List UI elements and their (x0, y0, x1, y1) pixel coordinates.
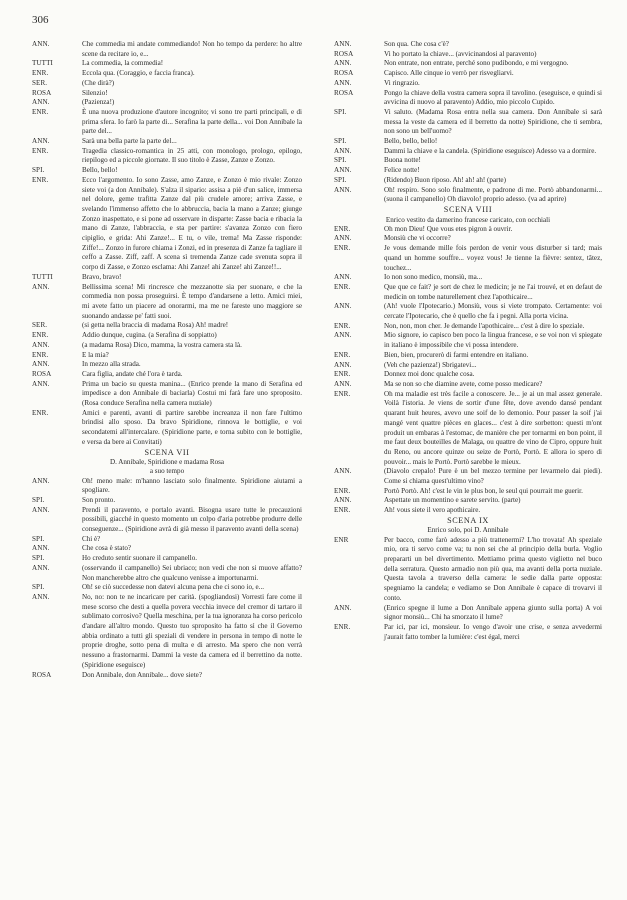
scene-heading (32, 448, 302, 477)
speaker-name: ANN. (32, 563, 50, 572)
dialogue-line (32, 40, 302, 59)
scene-cast-note: a suo tempo (149, 467, 185, 476)
dialogue-line (334, 147, 602, 157)
scene-cast: D. Annibale, Spiridione e madama Rosa (109, 458, 225, 467)
dialogue-text: Vi ringrazio. (384, 78, 420, 87)
speaker-name: ENR. (334, 506, 351, 515)
dialogue-line (334, 390, 602, 468)
dialogue-line (334, 506, 602, 516)
dialogue-text: Son pronto. (82, 495, 116, 504)
dialogue-line (334, 370, 602, 380)
dialogue-text: Bellissima scena! Mi rincresce che mezzanotte sia per suonare, e che la commedia non possa proseguirsi. È tempo d'andarsene a letto. Amici miei, mi avete fatto un piacere ad onorarmi, ma me ne fareste uno maggiore se suonando andasse pe' fatti suoi. (82, 282, 302, 320)
dialogue-line (32, 535, 302, 545)
dialogue-text: Dammi la chiave e la candela. (Spiridione eseguisce) Adesso va a dormire. (384, 146, 597, 155)
speaker-name: ENR. (334, 282, 351, 291)
dialogue-text: Silenzio! (82, 88, 108, 97)
speaker-name: ENR. (32, 350, 49, 359)
speaker-name: ANN. (334, 59, 352, 68)
dialogue-text: Oh! se ciò succedesse non datevi alcuna pena che ci sono io, e... (82, 583, 265, 592)
speaker-name: ANN. (32, 40, 50, 48)
dialogue-text: E la mia? (82, 350, 109, 359)
speaker-name: ROSA (32, 88, 52, 97)
speaker-name: ANN. (334, 185, 352, 194)
speaker-name: SER. (32, 321, 48, 330)
dialogue-text: Bello, bello! (82, 166, 118, 175)
speaker-name: ENR. (32, 331, 49, 340)
dialogue-text: No, no: non te ne incaricare per carità. (spogliandosi) Vorresti fare come il mese scorso che desti a quella povera vecchia invece del cremor di tartaro il sublimato corrosivo? Quella meschina, per la tua ignoranza ha corso pericolo d'andare all'altro mondo. Questo tuo sproposito ha fatto sì che il Governo abbia ordinato a tutti gli speziali di vendere in persona in tempo di notte le proprie droghe, sotto pena di multa e di arresto. Ma spero che non verrà nessuno a frastornarmi. Dammi la veste da camera ed il berrettino da notte. (Spiridione eseguisce) (82, 592, 302, 669)
dialogue-line (32, 360, 302, 370)
dialogue-text: Non entrate, non entrate, perché sono pudibondo, e mi vergogno. (384, 59, 569, 68)
speaker-name: ROSA (334, 49, 354, 58)
speaker-name: SPI. (32, 534, 45, 543)
left-column (32, 40, 302, 680)
dialogue-text: Prima un bacio su questa manina... (Enrico prende la mano di Serafina ed impedisce a don Annibale di baciarla) Costui mi farà fare uno sproposito. (Rosa conduce Serafina nella camera nuziale) (82, 379, 302, 408)
dialogue-text: Io non sono medico, monsiù, ma... (384, 273, 483, 282)
speaker-name: ANN. (32, 360, 50, 369)
dialogue-line (334, 156, 602, 166)
dialogue-text: (Enrico spegne il lume a Don Annibale appena giunto sulla porta) A voi signor monsiù... Chi ha smorzato il lume? (384, 603, 602, 622)
dialogue-line (334, 322, 602, 332)
dialogue-line (334, 380, 602, 390)
dialogue-line (32, 370, 302, 380)
speaker-name: ENR. (334, 350, 351, 359)
page-number: 306 (32, 14, 49, 26)
speaker-name: SPI. (32, 495, 45, 504)
dialogue-line (334, 487, 602, 497)
speaker-name: ENR. (334, 224, 351, 233)
dialogue-line (334, 361, 602, 371)
dialogue-line (334, 244, 602, 273)
dialogue-text: Prendi il paravento, e portalo avanti. Bisogna usare tutte le precauzioni possibili, giacché in questo momento un colpo d'aria potrebbe produrre delle conseguenze... (Spiridione avrà di già messo il paravento avanti della scena) (82, 505, 302, 534)
dialogue-line (32, 583, 302, 593)
speaker-name: TUTTI (32, 272, 53, 281)
dialogue-text: Portò Portò. Ah! c'est le vin le plus bon, le seul qui pourrait me guerir. (384, 486, 583, 495)
speaker-name: ENR. (334, 486, 351, 495)
speaker-name: ENR. (334, 370, 351, 379)
dialogue-line (32, 477, 302, 496)
speaker-name: ANN. (334, 496, 352, 505)
dialogue-text: Oh! meno male: m'hanno lasciato solo finalmente. Spiridione aiutami a spogliare. (82, 476, 302, 495)
dialogue-text: (a madama Rosa) Dico, mamma, la vostra camera sta là. (82, 340, 242, 349)
scene-title: SCENA VII (144, 447, 190, 457)
dialogue-line (32, 409, 302, 448)
dialogue-line (32, 89, 302, 99)
speaker-name: ANN. (334, 467, 352, 476)
dialogue-line (32, 176, 302, 273)
dialogue-text: Ah! vous siete il vero apothicaire. (384, 506, 481, 515)
speaker-name: ANN. (334, 360, 352, 369)
speaker-name: SPI. (32, 583, 45, 592)
dialogue-text: (Ah! vuole l'Ipotecario.) Monsiù, vous si viete trompato. Certamente: voi cercate l'Ipotecario, che è quello che fa i pegni. Alla porta vicina. (384, 302, 602, 321)
dialogue-text: Felice notte! (384, 166, 420, 175)
dialogue-line (32, 273, 302, 283)
dialogue-line (334, 50, 602, 60)
scene-title: SCENA IX (447, 515, 489, 525)
dialogue-text: (Ridendo) Buon riposo. Ah! ah! ah! (parte) (384, 175, 506, 184)
dialogue-line (334, 496, 602, 506)
dialogue-text: (Pazienza!) (82, 98, 115, 107)
dialogue-line (334, 186, 602, 205)
dialogue-line (334, 89, 602, 108)
dialogue-text: (osservando il campanello) Sei ubriaco; non vedi che non si muove affatto? Non mancherebbe altro che qualcuno venisse a importunarmi. (82, 563, 302, 582)
dialogue-text: Je vous demande mille fois perdon de venir vous disturber si tard; mais quand un homme souffre... voyez vous! Je tienne la fièvre: sentez, tâtez, touchez... (384, 244, 602, 272)
dialogue-line (334, 283, 602, 302)
dialogue-text: Que que ce fait? je sort de chez le medicin; je ne l'ai trouvé, et en defaut de medicin on tombe naturellement chez l'apothicaire... (384, 282, 602, 301)
dialogue-line (334, 176, 602, 186)
dialogue-line (334, 40, 602, 50)
speaker-name: ENR. (334, 321, 351, 330)
dialogue-text: Oh mon Dieu! Que vous etes pigron à ouvrir. (384, 224, 513, 233)
speaker-name: SPI. (334, 156, 347, 165)
right-column (334, 40, 602, 642)
dialogue-line (32, 147, 302, 166)
speaker-name: ANN. (334, 78, 352, 87)
dialogue-line (32, 283, 302, 322)
dialogue-text: La commedia, la commedia! (82, 59, 164, 68)
dialogue-line (32, 564, 302, 583)
dialogue-line (32, 380, 302, 409)
dialogue-text: Bravo, bravo! (82, 272, 122, 281)
speaker-name: ENR (334, 535, 349, 544)
speaker-name: ENR. (334, 244, 351, 253)
dialogue-text: È una nuova produzione d'autore incognito; vi sono tre parti principali, e di prima sfera. Io farò la parte di... Serafina la parte della... voi Don Annibale la parte del... (82, 107, 302, 136)
dialogue-text: Oh ma maladie est très facile a conoscere. Je... je ai un mal assez generale. Voilà l'istoria. Je viens de sortir d'une fête, dove avendo dansé pendant quarant huit heures, avevo une soif de lo demonio. Pour passer la soif j'ai mangé vent quattre pièces en glaces... c'est à dire sorbetton: questi m'ont produit un embaras à l'estomac, de manière che per tornarmi en bon point, il me faut deux bouteilles de Malaga, ou quattre de vino de Cipro, oppure huit du Reno, ou ancore quinze ou seize de Portò, Portò. E allora io spero di pouvoir... mais le Portò. Portò sarebbe le mieux. (384, 389, 602, 466)
dialogue-text: Addio dunque, cugina. (a Serafina di soppiatto) (82, 331, 217, 340)
dialogue-text: Pongo la chiave della vostra camera sopra il tavolino. (eseguisce, e quindi si avvicina di nuovo al paravento) Addio, mio piccolo Cupido. (384, 88, 602, 107)
dialogue-text: Bello, bello, bello! (384, 137, 438, 146)
dialogue-text: (Che dirà?) (82, 78, 115, 87)
dialogue-text: (Diavolo crepalo! Pure è un bel mezzo termine per levarmelo dai piedi). Come si chiama quest'ultimo vino? (384, 467, 602, 486)
dialogue-text: Non, non, mon cher. Je demande l'apothicaire... c'est à dire lo speziale. (384, 321, 585, 330)
dialogue-text: Vi ho portato la chiave... (avvicinandosi al paravento) (384, 49, 537, 58)
speaker-name: ROSA (334, 88, 354, 97)
dialogue-text: Ma se non so che diamine avete, come posso medicare? (384, 380, 543, 388)
dialogue-line (32, 331, 302, 341)
dialogue-line (334, 623, 602, 642)
dialogue-line (32, 671, 302, 681)
dialogue-line (32, 593, 302, 671)
speaker-name: ANN. (32, 340, 50, 349)
speaker-name: ANN. (334, 234, 352, 243)
dialogue-text: Buona notte! (384, 156, 421, 165)
scene-title: SCENA VIII (443, 204, 493, 214)
dialogue-line (32, 137, 302, 147)
dialogue-line (32, 321, 302, 331)
speaker-name: ANN. (334, 603, 352, 612)
speaker-name: ANN. (334, 380, 352, 388)
speaker-name: ROSA (334, 69, 354, 78)
dialogue-text: Vi saluto. (Madama Rosa entra nella sua camera. Don Annibale si sarà messa la veste da camera ed il berretto da notte) Spiridione, che ti sembra, non sono un bell'uomo? (384, 107, 602, 136)
dialogue-line (334, 225, 602, 235)
dialogue-text: Cara figlia, andate ché l'ora è tarda. (82, 369, 183, 378)
dialogue-line (32, 351, 302, 361)
dialogue-line (334, 79, 602, 89)
scene-heading (334, 205, 602, 225)
dialogue-text: Tragedia classico-romantica in 25 atti, con monologo, prologo, epilogo, riepilogo ed a piccole giornate. Il suo titolo è Zasse, Zanze e Zonzo. (82, 146, 302, 165)
dialogue-text: Don Annibale, don Annibale... dove siete? (82, 670, 202, 679)
speaker-name: ENR. (32, 175, 49, 184)
dialogue-line (32, 496, 302, 506)
scene-cast: Enrico vestito da damerino francese caricato, con occhiali (385, 215, 551, 224)
dialogue-line (32, 341, 302, 351)
dialogue-line (32, 69, 302, 79)
dialogue-text: Oh! respiro. Sono solo finalmente, e padrone di me. Portò abbandonarmi... (suona il campanello) Oh diavolo! proprio adesso. (va ad aprire) (384, 185, 602, 204)
dialogue-line (334, 467, 602, 486)
dialogue-text: (Veh che pazienza!) Sbrigatevi... (384, 360, 477, 369)
dialogue-line (334, 166, 602, 176)
dialogue-text: Mio signore, io capisco ben poco la lingua francese, e se voi non vi spiegate in italiano è impossibile che vi possa intendere. (384, 331, 602, 350)
dialogue-text: Bien, bien, procurerò di farmi entendre en italiano. (384, 350, 529, 359)
speaker-name: ENR. (334, 622, 351, 631)
dialogue-text: Chi è? (82, 534, 101, 543)
dialogue-text: Monsiù che vi occorre? (384, 234, 451, 243)
dialogue-text: Aspettate un momentino e sarete servito. (parte) (384, 496, 521, 505)
dialogue-line (32, 506, 302, 535)
speaker-name: ENR. (32, 107, 49, 116)
speaker-name: SER. (32, 78, 48, 87)
speaker-name: TUTTI (32, 59, 53, 68)
speaker-name: SPI. (334, 175, 347, 184)
dialogue-line (32, 79, 302, 89)
dialogue-line (32, 108, 302, 137)
dialogue-text: (si getta nella braccia di madama Rosa) Ah! madre! (82, 321, 229, 330)
dialogue-text: Son qua. Che cosa c'è? (384, 40, 449, 48)
dialogue-text: Che commedia mi andate commediando! Non ho tempo da perdere: ho altre scene da recitare io, e... (82, 40, 302, 58)
dialogue-line (32, 59, 302, 69)
dialogue-text: Ho creduto sentir suonare il campanello. (82, 554, 198, 563)
dialogue-line (32, 554, 302, 564)
speaker-name: ANN. (334, 331, 352, 340)
speaker-name: ANN. (334, 166, 352, 175)
dialogue-text: Sarà una bella parte la parte del... (82, 137, 177, 146)
dialogue-text: In mezzo alla strada. (82, 360, 141, 369)
dialogue-line (334, 536, 602, 604)
speaker-name: ENR. (32, 146, 49, 155)
speaker-name: ROSA (32, 670, 52, 679)
speaker-name: ENR. (334, 389, 351, 398)
scene-cast: Enrico solo, poi D. Annibale (427, 526, 509, 535)
dialogue-line (334, 234, 602, 244)
speaker-name: SPI. (32, 554, 45, 563)
speaker-name: ANN. (32, 282, 50, 291)
dialogue-text: Per bacco, come farò adesso a più trattenermi? L'ho trovata! Ah speziale mio, ora ti servo come va; tu non sei che al principio della burla. Voglio prepararti un bel divertimento. Mettiamo prima questo viglietto nel buco della serratura. Questo armadio non più qua, ma avanti della porta nuziale. Questa tavola a traverso della camera: le sedie dalla parte opposta: spegniamo la candela; e vediamo se Don Annibale è capace di trovarvi il conto. (384, 535, 602, 602)
dialogue-text: Capisco. Alle cinque io verrò per risvegliarvi. (384, 69, 514, 78)
dialogue-line (334, 604, 602, 623)
speaker-name: ANN. (334, 302, 352, 311)
speaker-name: ANN. (334, 273, 352, 282)
speaker-name: ANN. (32, 98, 50, 107)
dialogue-text: Eccola qua. (Coraggio, e faccia franca). (82, 69, 195, 78)
dialogue-text: Ecco l'argomento. Io sono Zasse, amo Zanze, e Zonzo è mio rivale: Zonzo siete voi (a don Annibale). S'alza il sipario: assisa a piè d'un salice, immersa nel dolore, geme trafitta Zanze dal più crudele amore; arriva Zasse, e svelando l'immenso affetto che lo abbruccia, bacia la mano a Zanze; giunge Zonzo inaspettato, e si pone ad osservare in disparte: Zasse bacia e ribacia la mano di Zanze, l'abbraccia, e sta per partire: s'avanza Zonzo con fiero cipiglio, e grida: Ahi Zanze!... E tu, o vile, trema! Ma Zasse risponde: Ziffe!... Zonzo in furore chiama i Zonzi, ed in presenza di Zanze fa tagliare il ceffo a Zasse. Ziff, zaff. A scena sì tremenda Zanze cade svenuta sopra il corpo di Zasse, e Zonzo esclama: Ahi Zanze! ahi Zanze! ahi Zanze!!... (82, 175, 302, 272)
dialogue-text: Donnez moi donc qualche cosa. (384, 370, 475, 379)
speaker-name: ENR. (32, 408, 49, 417)
speaker-name: ENR. (32, 69, 49, 78)
dialogue-line (334, 108, 602, 137)
dialogue-line (334, 69, 602, 79)
dialogue-line (32, 544, 302, 554)
dialogue-line (334, 273, 602, 283)
dialogue-text: Par ici, par ici, monsieur. Io vengo d'avoir une crise, e senza avvedermi j'aurait fatto tomber la lumière: c'est égal, merci (384, 622, 602, 641)
dialogue-line (334, 137, 602, 147)
speaker-name: SPI. (32, 166, 45, 175)
speaker-name: ANN. (32, 544, 50, 553)
dialogue-line (334, 351, 602, 361)
dialogue-line (334, 59, 602, 69)
dialogue-text: Che cosa è stato? (82, 544, 132, 553)
dialogue-line (32, 98, 302, 108)
dialogue-text: Amici e parenti, avanti di partire sarebbe increanza il non fare l'ultimo brindisi allo sposo. Da bravo Spiridione, rinnova le bottiglie, e voi secondatemi all'intercalare. (Spiridione parte, e torna subito con le bottiglie, e versa da bere ai Convitati) (82, 408, 302, 446)
speaker-name: ROSA (32, 369, 52, 378)
dialogue-line (32, 166, 302, 176)
speaker-name: ANN. (334, 40, 352, 48)
speaker-name: ANN. (32, 592, 50, 601)
speaker-name: ANN. (32, 379, 50, 388)
speaker-name: ANN. (32, 137, 50, 146)
speaker-name: ANN. (32, 505, 50, 514)
speaker-name: ANN. (334, 146, 352, 155)
dialogue-line (334, 302, 602, 321)
speaker-name: ANN. (32, 476, 50, 485)
speaker-name: SPI. (334, 107, 347, 116)
scene-heading (334, 516, 602, 536)
dialogue-line (334, 331, 602, 350)
speaker-name: SPI. (334, 137, 347, 146)
